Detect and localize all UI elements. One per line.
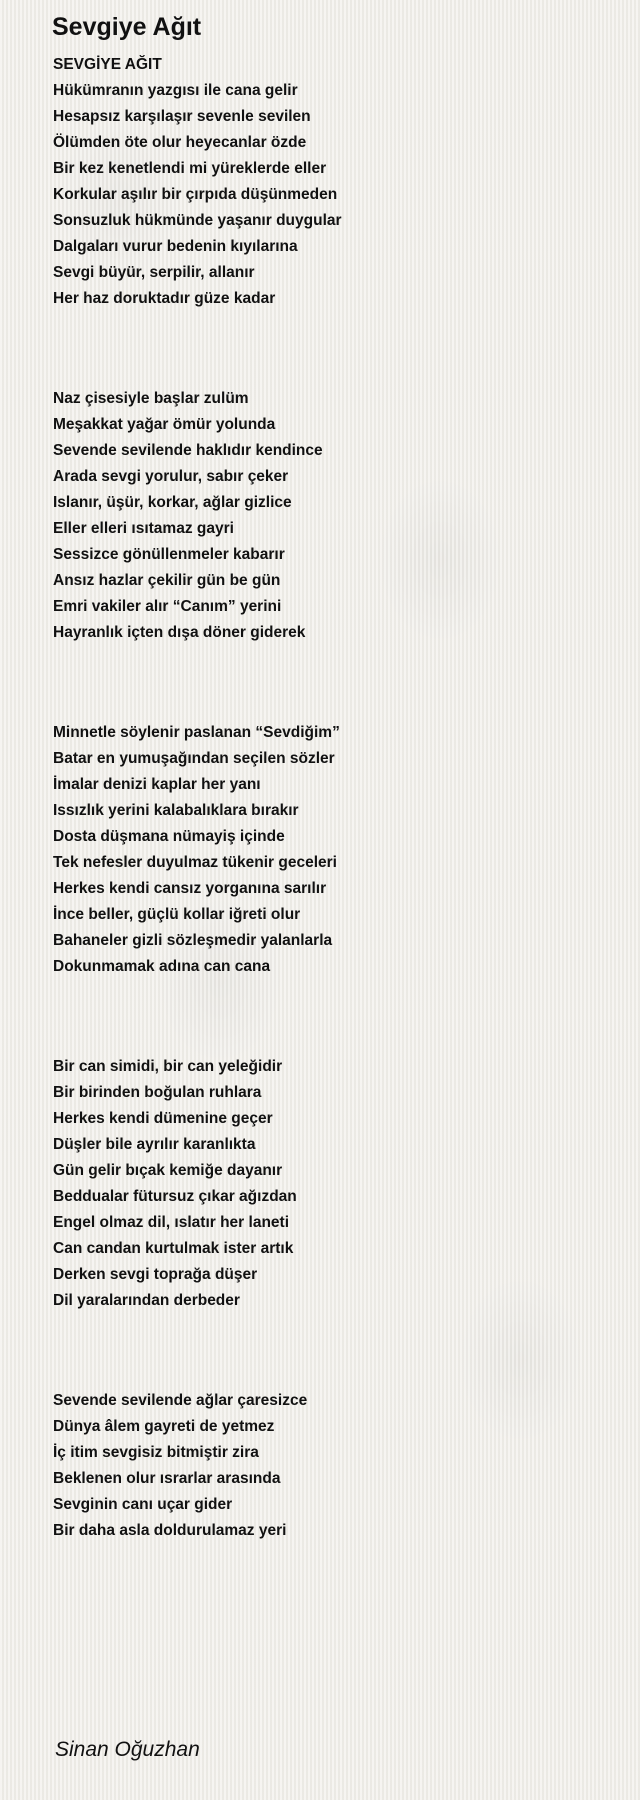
poem-line: Eller elleri ısıtamaz gayri xyxy=(53,520,234,537)
poem-line: Sevende sevilende ağlar çaresizce xyxy=(53,1392,308,1409)
stanza-4 xyxy=(53,1054,613,1314)
poem-line: Beklenen olur ısrarlar arasında xyxy=(53,1470,281,1487)
poem-line: Naz çisesiyle başlar zulüm xyxy=(53,390,249,407)
stanza-1 xyxy=(53,52,613,312)
poem-line: Sessizce gönüllenmeler kabarır xyxy=(53,546,285,563)
poem-line: Hayranlık içten dışa döner giderek xyxy=(53,624,306,641)
poem-line: Korkular aşılır bir çırpıda düşünmeden xyxy=(53,186,338,203)
poem-line: Batar en yumuşağından seçilen sözler xyxy=(53,750,335,767)
stanza-break xyxy=(53,646,613,720)
poem-line: Minnetle söylenir paslanan “Sevdiğim” xyxy=(53,724,340,741)
poem-line: Herkes kendi dümenine geçer xyxy=(53,1110,273,1127)
poem-line: İç itim sevgisiz bitmiştir zira xyxy=(53,1444,259,1461)
poem-line: Bir can simidi, bir can yeleğidir xyxy=(53,1058,283,1075)
poem-line: Islanır, üşür, korkar, ağlar gizlice xyxy=(53,494,292,511)
poem-line: Dalgaları vurur bedenin kıyılarına xyxy=(53,238,298,255)
poem-line: Beddualar fütursuz çıkar ağızdan xyxy=(53,1188,297,1205)
stanza-break xyxy=(53,1314,613,1388)
poem-line: Bir kez kenetlendi mi yüreklerde eller xyxy=(53,160,327,177)
poem-line: Bir daha asla doldurulamaz yeri xyxy=(53,1522,287,1539)
poem-line: Sonsuzluk hükmünde yaşanır duygular xyxy=(53,212,342,229)
poem-line: Dil yaralarından derbeder xyxy=(53,1292,240,1309)
poem-line: Hükümranın yazgısı ile cana gelir xyxy=(53,82,298,99)
stanza-2 xyxy=(53,386,613,646)
stanza-break xyxy=(53,312,613,386)
poem-line: Dosta düşmana nümayiş içinde xyxy=(53,828,285,845)
poem-line: Hesapsız karşılaşır sevenle sevilen xyxy=(53,108,311,125)
poem-line: Herkes kendi cansız yorganına sarılır xyxy=(53,880,327,897)
poem-line: Emri vakiler alır “Canım” yerini xyxy=(53,598,282,615)
poem-line: Tek nefesler duyulmaz tükenir geceleri xyxy=(53,854,337,871)
poem-line: Can candan kurtulmak ister artık xyxy=(53,1240,294,1257)
poem-line: Meşakkat yağar ömür yolunda xyxy=(53,416,276,433)
poem-line: Gün gelir bıçak kemiğe dayanır xyxy=(53,1162,283,1179)
poem-line: Düşler bile ayrılır karanlıkta xyxy=(53,1136,256,1153)
poem-line: Dokunmamak adına can cana xyxy=(53,958,271,975)
poem-line: Sevende sevilende haklıdır kendince xyxy=(53,442,323,459)
poem-line: Sevginin canı uçar gider xyxy=(53,1496,233,1513)
poem-line: Ansız hazlar çekilir gün be gün xyxy=(53,572,281,589)
poem-line: Her haz doruktadır güze kadar xyxy=(53,290,276,307)
poem-line: Bir birinden boğulan ruhlara xyxy=(53,1084,262,1101)
poem-line: SEVGİYE AĞIT xyxy=(53,56,162,73)
poem-line: Derken sevgi toprağa düşer xyxy=(53,1266,258,1283)
poem-line: Issızlık yerini kalabalıklara bırakır xyxy=(53,802,299,819)
stanza-5 xyxy=(53,1388,613,1544)
author-signature: Sinan Oğuzhan xyxy=(55,1738,200,1761)
poem-body xyxy=(53,52,613,1544)
poem-line: İnce beller, güçlü kollar iğreti olur xyxy=(53,906,301,923)
poem-line: Engel olmaz dil, ıslatır her laneti xyxy=(53,1214,290,1231)
poem-line: Bahaneler gizli sözleşmedir yalanlarla xyxy=(53,932,333,949)
poem-line: Ölümden öte olur heyecanlar özde xyxy=(53,134,307,151)
poem-line: Arada sevgi yorulur, sabır çeker xyxy=(53,468,289,485)
page-title: Sevgiye Ağıt xyxy=(52,13,202,41)
poem-line: Sevgi büyür, serpilir, allanır xyxy=(53,264,255,281)
poem-line: Dünya âlem gayreti de yetmez xyxy=(53,1418,275,1435)
stanza-break xyxy=(53,980,613,1054)
poem-line: İmalar denizi kaplar her yanı xyxy=(53,776,261,793)
stanza-3 xyxy=(53,720,613,980)
